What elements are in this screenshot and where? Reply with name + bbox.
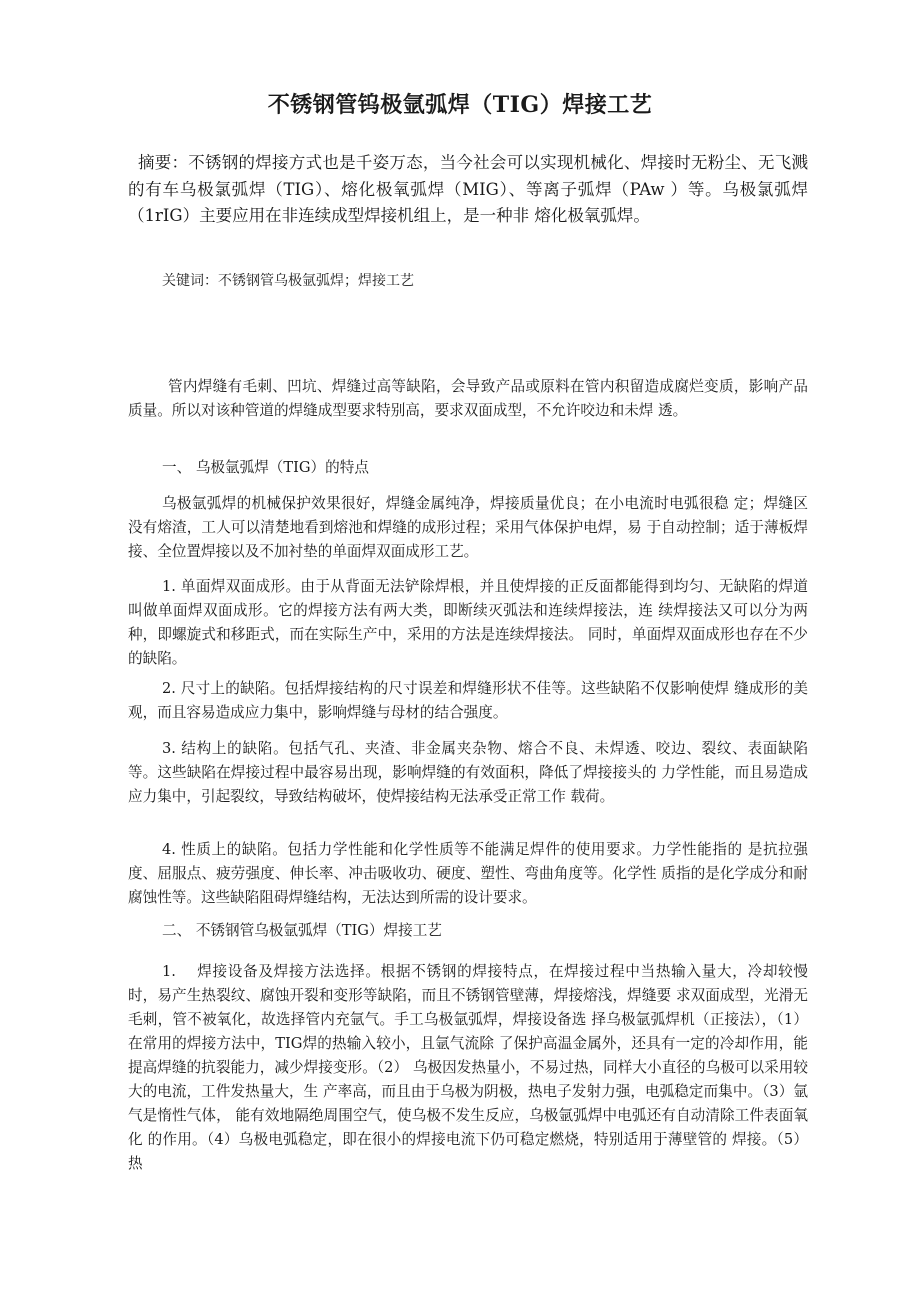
list-item-1: 1. 单面焊双面成形。由于从背面无法铲除焊根，并且使焊接的正反面都能得到均匀、无缺陷的焊道叫做单面焊双面成形。它的焊接方法有两大类，即断续灭弧法和连续焊接法，连 续焊接法又可以分为两种，即螺旋式和移距式，而在实际生产中，采用的方法是连续焊接法。 同时，单面焊双面成形也存在不少的缺陷。 [128,578,808,667]
section-1-heading: 一、 乌极氩弧焊（TIG）的特点 [162,459,369,476]
section-2-heading: 二、 不锈钢管乌极氩弧焊（TIG）焊接工艺 [162,922,442,939]
keywords-line: 关键词：不锈钢管乌极氩弧焊；焊接工艺 [162,273,414,289]
list-item-4: 4. 性质上的缺陷。包括力学性能和化学性质等不能满足焊件的使用要求。力学性能指的 是抗拉强度、屈服点、疲劳强度、伸长率、冲击吸收功、硬度、塑性、弯曲角度等。化学性 质指的是化学成分和耐腐蚀性等。这些缺陷阻碍焊缝结构，无法达到所需的设计要求。 [128,841,808,906]
abstract-paragraph: 摘要：不锈钢的焊接方式也是千姿万态，当今社会可以实现机械化、焊接时无粉尘、无飞溅的有车乌极氯弧焊（TIG）、熔化极氧弧焊（MIG）、等离子弧焊（PAw ）等。乌极氯弧焊（1rIG）主要应用在非连续成型焊接机组上，是一种非 熔化极氧弧焊。 [128,153,808,225]
intro-paragraph: 管内焊缝有毛刺、凹坑、焊缝过高等缺陷，会导致产品或原料在管内积留造成腐烂变质，影响产品质量。所以对该种管道的焊缝成型要求特别高，要求双面成型，不允许咬边和未焊 透。 [128,378,808,419]
list-item-2: 2. 尺寸上的缺陷。包括焊接结构的尺寸误差和焊缝形状不佳等。这些缺陷不仅影响使焊 缝成形的美观，而且容易造成应力集中，影响焊缝与母材的结合强度。 [128,680,808,721]
list-item-3: 3. 结构上的缺陷。包括气孔、夹渣、非金属夹杂物、熔合不良、未焊透、咬边、裂纹、表面缺陷等。这些缺陷在焊接过程中最容易出现，影响焊缝的有效面积，降低了焊接接头的 力学性能，而且易造成应力集中，引起裂纹，导致结构破坏，使焊接结构无法承受正常工作 载荷。 [128,740,808,805]
section-1-intro-paragraph: 乌极氩弧焊的机械保护效果很好，焊缝金属纯净，焊接质量优良；在小电流时电弧很稳 定；焊缝区没有熔渣，工人可以清楚地看到熔池和焊缝的成形过程；采用气体保护电焊，易 于自动控制；适于薄板焊接、全位置焊接以及不加衬垫的单面焊双面成形工艺。 [128,495,808,560]
section-2-item-1: 1. 焊接设备及焊接方法选择。根据不锈钢的焊接特点，在焊接过程中当热输入量大，冷却较慢时，易产生热裂纹、腐蚀开裂和变形等缺陷，而且不锈钢管壁薄，焊接熔浅，焊缝要 求双面成型，光滑无毛刺，管不被氧化，故选择管内充氩气。手工乌极氩弧焊，焊接设备选 择乌极氩弧焊机（正接法），（1）在常用的焊接方法中，TIG焊的热输入较小，且氩气流除 了保护高温金属外，还具有一定的冷却作用，能提高焊缝的抗裂能力，减少焊接变形。（2） 乌极因发热量小，不易过热，同样大小直径的乌极可以采用较大的电流，工件发热量大，生 产率高，而且由于乌极为阴极，热电子发射力强，电弧稳定而集中。（3）氩气是惰性气体， 能有效地隔绝周围空气，使乌极不发生反应，乌极氩弧焊中电弧还有自动清除工件表面氧化 的作用。（4）乌极电弧稳定，即在很小的焊接电流下仍可稳定燃烧，特别适用于薄壁管的 焊接。（5）热 [128,963,808,1172]
document-title: 不锈钢管钨极氩弧焊（TIG）焊接工艺 [267,92,653,118]
